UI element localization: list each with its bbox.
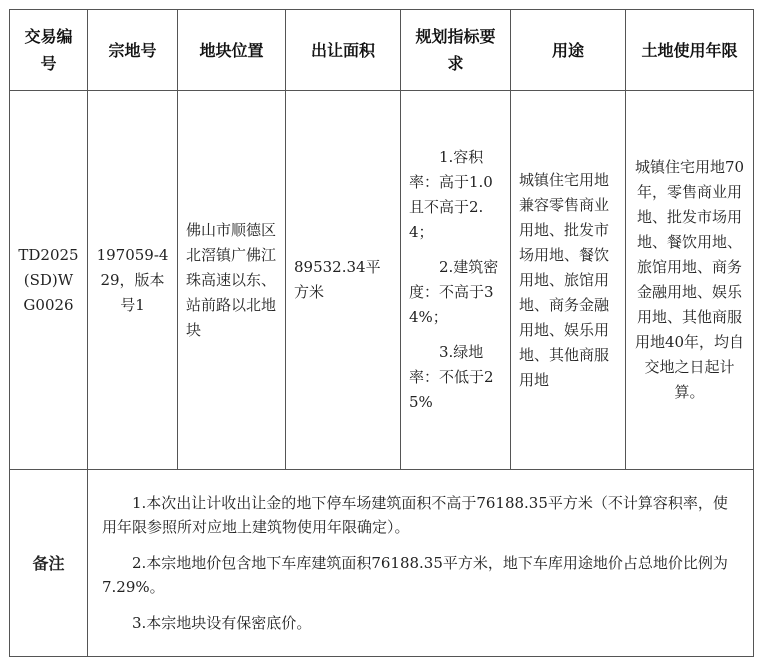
planning-item-far: 1.容积率：高于1.0且不高于2.4； xyxy=(409,148,493,241)
term-value: 城镇住宅用地70年，零售商业用地、批发市场用地、餐饮用地、旅馆用地、商务金融用地、娱乐用地、其他商服用地40年，均自交地之日起计算。 xyxy=(634,158,745,401)
usage-value: 城镇住宅用地兼容零售商业用地、批发市场用地、餐饮用地、旅馆用地、商务金融用地、娱乐用地、其他商服用地 xyxy=(519,170,610,389)
cell-term xyxy=(626,91,754,470)
cell-trade-no xyxy=(10,91,88,470)
header-parcel-no: 宗地号 xyxy=(88,10,178,91)
remarks-list xyxy=(88,479,753,647)
remarks-content-cell xyxy=(88,470,754,657)
cell-area xyxy=(286,91,401,470)
land-transfer-table xyxy=(9,9,754,657)
cell-location xyxy=(178,91,286,470)
remarks-label-cell xyxy=(10,470,88,657)
remarks-label: 备注 xyxy=(32,553,65,573)
planning-item-green: 3.绿地率：不低于25% xyxy=(409,343,494,411)
remark-item-2: 2.本宗地地价包含地下车库建筑面积76188.35平方米，地下车库用途地价占总地价比例为7.29%。 xyxy=(102,554,728,596)
cell-parcel-no xyxy=(88,91,178,470)
remark-item-3: 3.本宗地块设有保密底价。 xyxy=(132,614,312,632)
cell-planning xyxy=(401,91,511,470)
planning-list xyxy=(401,145,510,415)
planning-item-density: 2.建筑密度：不高于34%； xyxy=(409,258,499,326)
header-term: 土地使用年限 xyxy=(626,10,754,91)
parcel-row xyxy=(10,91,754,470)
cell-usage xyxy=(511,91,626,470)
header-trade-no: 交易编号 xyxy=(10,10,88,91)
header-location: 地块位置 xyxy=(178,10,286,91)
remark-item-1: 1.本次出让计收出让金的地下停车场建筑面积不高于76188.35平方米（不计算容积率，使用年限参照所对应地上建筑物使用年限确定）。 xyxy=(102,494,728,536)
location-value: 佛山市顺德区北滘镇广佛江珠高速以东、站前路以北地块 xyxy=(186,220,277,339)
trade-no-value: TD2025(SD)WG0026 xyxy=(18,245,79,314)
header-planning: 规划指标要求 xyxy=(401,10,511,91)
parcel-no-value: 197059-429，版本号1 xyxy=(96,245,169,314)
remarks-row xyxy=(10,470,754,657)
header-usage: 用途 xyxy=(511,10,626,91)
area-value: 89532.34平方米 xyxy=(294,258,381,301)
header-row xyxy=(10,10,754,91)
header-area: 出让面积 xyxy=(286,10,401,91)
